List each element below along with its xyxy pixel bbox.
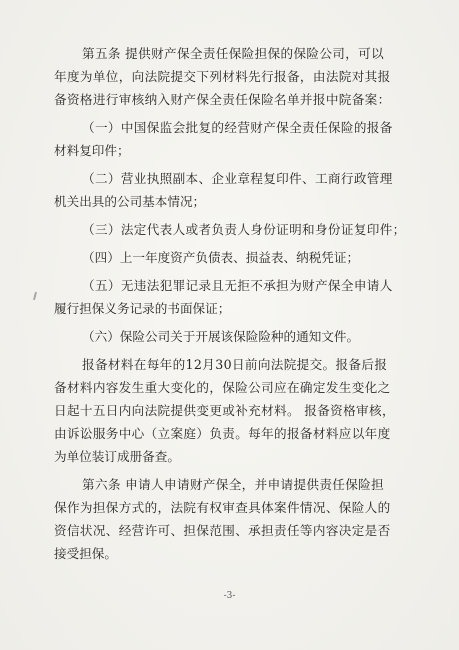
item-2-line-2: 机关出具的公司基本情况；: [54, 194, 206, 209]
article-6-line-2: 保作为担保方式的，法院有权审查具体案件情况、保险人的: [54, 500, 391, 515]
filing-paragraph-line-3: 日起十五日内向法院提供变更或补充材料。 报备资格审核，: [54, 403, 395, 418]
item-4: （四）上一年度资产负债表、损益表、纳税凭证；: [82, 250, 360, 265]
document-body: [54, 42, 411, 565]
item-1-line-1: （一）中国保监会批复的经营财产保全责任保险的报备: [82, 120, 393, 135]
margin-mark: [33, 292, 37, 300]
item-5-line-1: （五）无违法犯罪记录且无拒不承担为财产保全申请人: [82, 278, 393, 293]
article-5-line-3: 备资格进行审核纳入财产保全责任保险名单并报中院备案：: [54, 92, 391, 107]
article-5-line-2: 年度为单位，向法院提交下列材料先行报备，由法院对其报: [54, 69, 391, 84]
article-5-line-1: 第五条 提供财产保全责任保险担保的保险公司，可以: [82, 46, 385, 61]
item-5-line-2: 履行担保义务记录的书面保证；: [54, 301, 231, 316]
item-2-line-1: （二）营业执照副本、企业章程复印件、工商行政管理: [82, 171, 393, 186]
article-6-line-4: 接受担保。: [54, 546, 117, 561]
filing-paragraph-line-4: 由诉讼服务中心（立案庭）负责。每年的报备材料应以年度: [54, 426, 391, 441]
article-6-line-1: 第六条 申请人申请财产保全，并申请提供责任保险担: [82, 477, 385, 492]
filing-paragraph-line-2: 备材料内容发生重大变化的，保险公司应在确定发生变化之: [54, 380, 391, 395]
filing-paragraph-line-1: 报备材料在每年的12月30日前向法院提交。报备后报: [82, 357, 388, 372]
article-6-line-3: 资信状况、经营许可、担保范围、承担责任等内容决定是否: [54, 523, 391, 538]
item-6: （六）保险公司关于开展该保险险种的通知文件。: [82, 329, 360, 344]
filing-paragraph-line-5: 为单位装订成册备查。: [54, 449, 180, 464]
item-1-line-2: 材料复印件；: [54, 143, 130, 158]
item-3: （三）法定代表人或者负责人身份证明和身份证复印件；: [82, 222, 406, 237]
page-number: -3-: [223, 591, 236, 601]
